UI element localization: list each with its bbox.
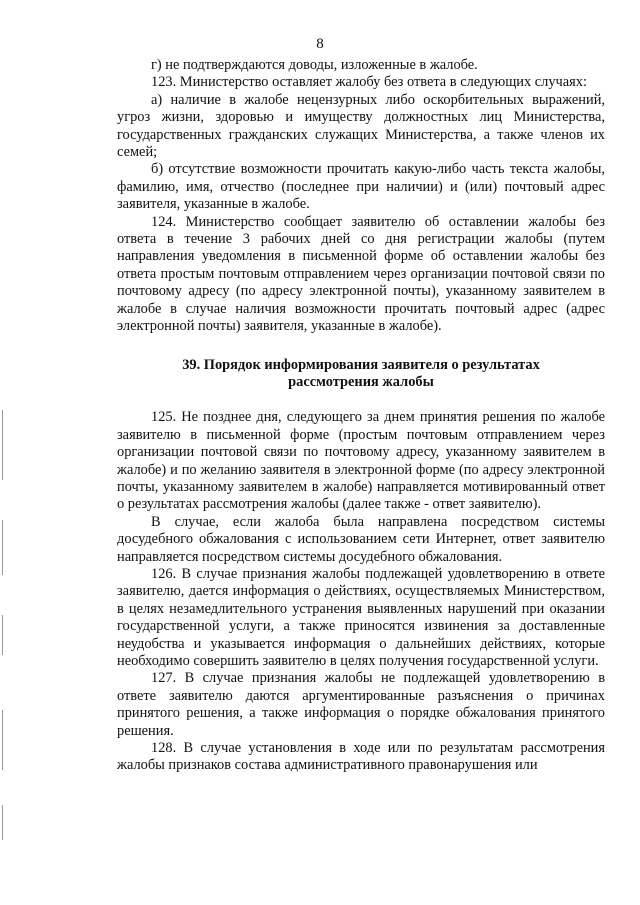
section-heading-line2: рассмотрения жалобы	[288, 373, 434, 390]
scan-binding-marks	[2, 410, 5, 850]
page-number: 8	[316, 36, 324, 52]
section-heading-line1: 39. Порядок информирования заявителя о результатах	[182, 356, 540, 373]
paragraph-123-b: б) отсутствие возможности прочитать какую-либо часть текста жалобы, фамилию, имя, отчество (последнее при наличии) и (или) почтовый адрес заявителя, указанные в жалобе.	[117, 161, 605, 213]
paragraph-124: 124. Министерство сообщает заявителю об оставлении жалобы без ответа в течение 3 рабочих дней со дня регистрации жалобы (путем направления уведомления в письменной форме об оставлении жалобы без ответа простым почтовым отправлением через организации почтовой связи по почтовому адресу (по адресу электронной почты), указанному заявителем в жалобе в случае наличия возможности прочитать почтовый адрес (адрес электронной почты) заявителя, указанные в жалобе).	[117, 213, 605, 335]
paragraph-126: 126. В случае признания жалобы подлежащей удовлетворению в ответе заявителю, дается информация о действиях, осуществляемых Министерством, в целях незамедлительного устранения выявленных нарушений при оказании государственной услуги, а также приносятся извинения за доставленные неудобства и указывается информация о дальнейших действиях, которые необходимо совершить заявителю в целях получения государственной услуги.	[117, 565, 605, 669]
paragraph-125-internet: В случае, если жалоба была направлена посредством системы досудебного обжалования с использованием сети Интернет, ответ заявителю направляется посредством системы досудебного обжалования.	[117, 513, 605, 565]
paragraph-item-g: г) не подтверждаются доводы, изложенные в жалобе.	[151, 57, 478, 73]
paragraph-125: 125. Не позднее дня, следующего за днем принятия решения по жалобе заявителю в письменной форме (простым почтовым отправлением через организации почтовой связи по почтовому адресу, указанному заявителем в жалобе) и по желанию заявителя в электронной форме (по адресу электронной почты, указанному заявителем в жалобе) направляется мотивированный ответ о результатах рассмотрения жалобы (далее также - ответ заявителю).	[117, 409, 605, 513]
paragraph-127: 127. В случае признания жалобы не подлежащей удовлетворению в ответе заявителю даются аргументированные разъяснения о причинах принятого решения, а также информация о порядке обжалования принятого решения.	[117, 670, 605, 739]
paragraph-123-a: а) наличие в жалобе нецензурных либо оскорбительных выражений, угроз жизни, здоровью и имуществу должностных лиц Министерства, государственных гражданских служащих Министерства, а также членов их семей;	[117, 91, 605, 161]
paragraphs-top	[117, 57, 605, 336]
paragraph-123: 123. Министерство оставляет жалобу без ответа в следующих случаях:	[151, 74, 587, 91]
paragraph-128: 128. В случае установления в ходе или по результатам рассмотрения жалобы признаков состава административного правонарушения или	[117, 740, 605, 774]
document-body	[117, 57, 605, 775]
section-heading	[117, 357, 605, 392]
paragraphs-bottom	[117, 409, 605, 775]
